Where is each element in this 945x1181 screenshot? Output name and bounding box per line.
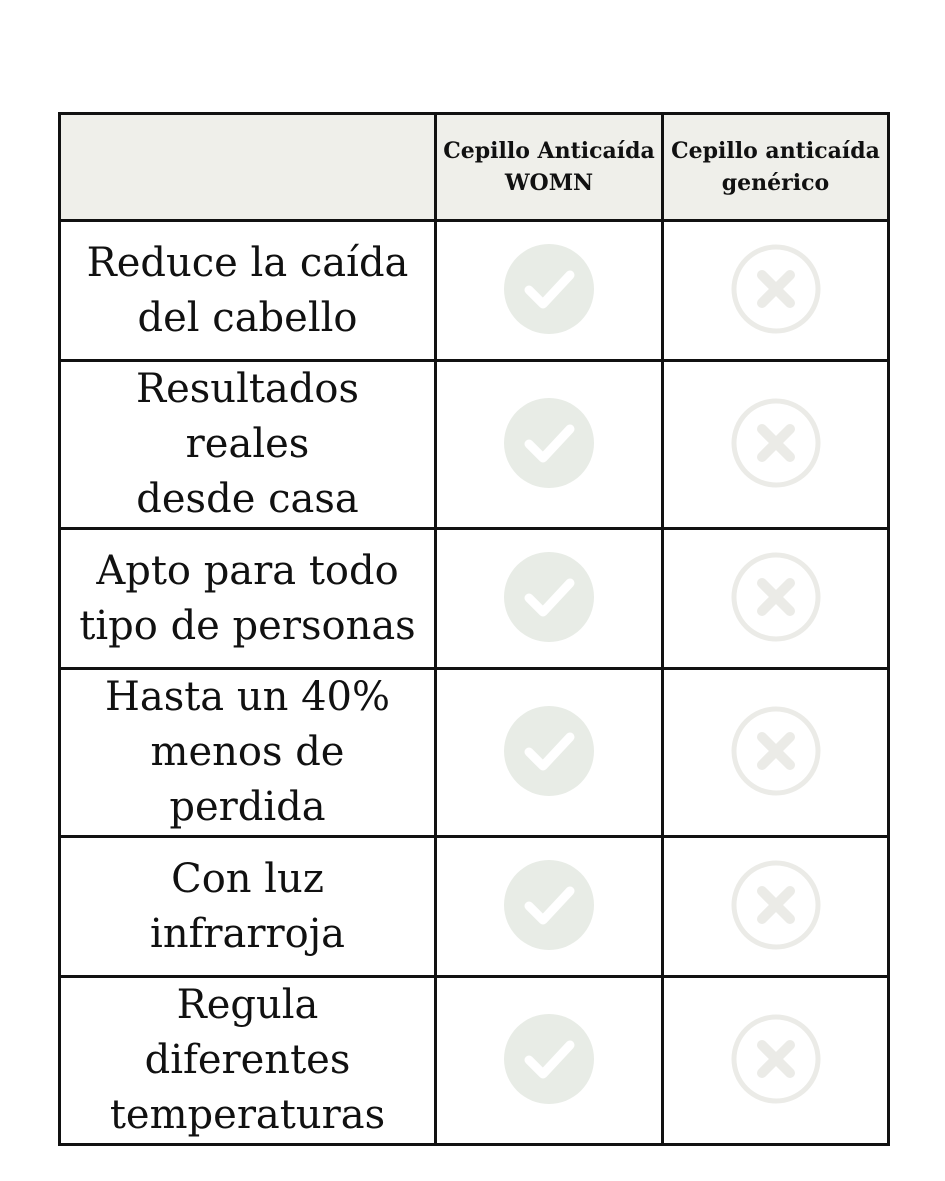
generic-cell [663,361,889,529]
generic-cell [663,837,889,977]
x-icon [730,1013,822,1105]
generic-cell [663,977,889,1145]
feature-label: Hasta un 40% menos de perdida [104,674,391,830]
comparison-table [58,112,890,1146]
table-row [60,361,889,529]
feature-cell [60,221,436,361]
feature-label: Apto para todo tipo de personas [79,547,416,649]
check-icon [503,1013,595,1105]
header-generic-brush [663,114,889,221]
header-corner-cell [60,114,436,221]
feature-cell [60,361,436,529]
table-header [60,114,889,221]
x-icon [730,243,822,335]
x-icon [730,705,822,797]
check-icon [503,397,595,489]
feature-cell [60,837,436,977]
feature-label: Regula diferentes temperaturas [109,982,386,1138]
womn-cell [436,221,663,361]
generic-cell [663,529,889,669]
feature-label: Con luz infrarroja [150,855,345,957]
feature-cell [60,669,436,837]
generic-cell [663,669,889,837]
table-body [60,221,889,1145]
x-icon [730,859,822,951]
check-icon [503,859,595,951]
womn-cell [436,837,663,977]
header-womn-label: Cepillo Anticaída WOMN [443,138,655,196]
feature-cell [60,529,436,669]
womn-cell [436,977,663,1145]
table-row [60,529,889,669]
feature-label: Resultados reales desde casa [135,366,359,522]
x-icon [730,397,822,489]
womn-cell [436,361,663,529]
feature-label: Reduce la caída del cabello [86,239,409,341]
header-generic-label: Cepillo anticaída genérico [671,138,880,196]
header-row [60,114,889,221]
womn-cell [436,669,663,837]
check-icon [503,705,595,797]
x-icon [730,551,822,643]
feature-cell [60,977,436,1145]
table-row [60,977,889,1145]
check-icon [503,243,595,335]
check-icon [503,551,595,643]
header-womn-brush [436,114,663,221]
table-row [60,669,889,837]
generic-cell [663,221,889,361]
table-row [60,221,889,361]
womn-cell [436,529,663,669]
table-row [60,837,889,977]
